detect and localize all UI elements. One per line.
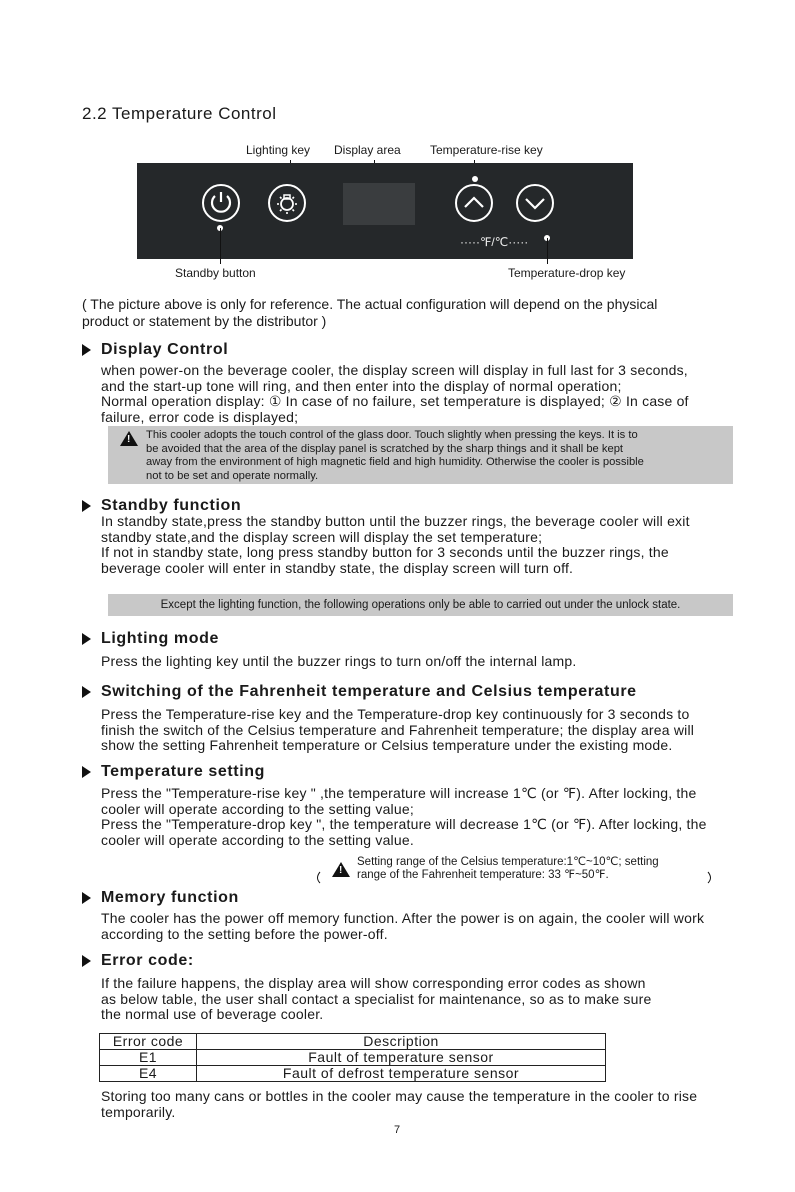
table-cell: E1 — [100, 1050, 197, 1066]
bullet-triangle-icon — [82, 892, 91, 904]
table-header-row — [100, 1034, 606, 1050]
memory-text: The cooler has the power off memory function. After the power is on again, the cooler will work according to the setting before the power-off. — [101, 910, 705, 942]
bullet-triangle-icon — [82, 686, 91, 698]
temp-drop-key-label: Temperature-drop key — [508, 266, 626, 280]
standby-heading: Standby function — [101, 497, 242, 514]
bullet-triangle-icon — [82, 766, 91, 778]
error-code-table — [99, 1033, 606, 1082]
warning-icon: ! — [332, 862, 350, 877]
unlock-note-box: Except the lighting function, the following operations only be able to carried out under the unlock state. — [108, 594, 733, 616]
display-area — [343, 183, 415, 225]
temp-setting-heading: Temperature setting — [101, 763, 266, 780]
lighting-heading: Lighting mode — [101, 630, 220, 647]
standby-button-label: Standby button — [175, 266, 256, 280]
bullet-triangle-icon — [82, 344, 91, 356]
touch-warning-box: ! This cooler adopts the touch control of the glass door. Touch slightly when pressing the keys. It is to be avoided that the area of the display panel is scratched by the sharp things and it shall be kept away from the environment of high magnetic field and high humidity. Otherwise the cooler is possible not to be set and operate normally. — [108, 426, 733, 484]
error-text: If the failure happens, the display area will show corresponding error codes as shown as below table, the user shall contact a specialist for maintenance, so as to make sure the normal use of beverage cooler. — [101, 975, 652, 1023]
switching-heading: Switching of the Fahrenheit temperature and Celsius temperature — [101, 683, 637, 700]
table-header: Error code — [100, 1034, 197, 1050]
error-footer-text: Storing too many cans or bottles in the cooler may cause the temperature in the cooler to rise temporarily. — [101, 1088, 698, 1120]
lightbulb-icon — [270, 186, 304, 220]
control-panel-image — [137, 163, 633, 259]
unit-indicator: ·····℉/℃····· — [460, 235, 529, 249]
temp-rise-key — [455, 184, 493, 222]
table-cell: E4 — [100, 1066, 197, 1082]
standby-key — [202, 184, 240, 222]
page-number: 7 — [394, 1124, 401, 1136]
table-row — [100, 1050, 606, 1066]
warning-icon: ! — [120, 431, 138, 446]
table-row — [100, 1066, 606, 1082]
display-control-heading: Display Control — [101, 341, 229, 358]
temp-setting-text: Press the "Temperature-rise key " ,the temperature will increase 1℃ (or ℉). After locking, the cooler will operate according to the setting value; Press the "Temperature-drop key ", the temperature will decrease 1℃ (or ℉). After locking, the cooler will operate according to the setting value. — [101, 785, 707, 848]
display-area-label: Display area — [334, 143, 401, 157]
standby-text: In standby state,press the standby button until the buzzer rings, the beverage cooler will exit standby state,and the display screen will display the set temperature; If not in standby state, long press standby button for 3 seconds until the buzzer rings, the beverage cooler will enter in standby state, the display screen will turn off. — [101, 513, 690, 576]
leader-line — [220, 228, 221, 264]
display-control-text: when power-on the beverage cooler, the display screen will display in full last for 3 seconds, and the start-up tone will ring, and then enter into the display of normal operation; Normal operation display: ① In case of no failure, set temperature is displayed; ② In case of failure, error code is displayed; — [101, 362, 689, 425]
leader-dot — [472, 176, 478, 182]
chevron-up-icon — [457, 186, 491, 220]
lighting-text: Press the lighting key until the buzzer rings to turn on/off the internal lamp. — [101, 653, 577, 669]
memory-heading: Memory function — [101, 889, 239, 906]
bullet-triangle-icon — [82, 955, 91, 967]
table-cell: Fault of temperature sensor — [197, 1050, 606, 1066]
chevron-down-icon — [518, 186, 552, 220]
section-title: 2.2 Temperature Control — [82, 104, 277, 123]
leader-line — [547, 238, 548, 264]
table-header: Description — [197, 1034, 606, 1050]
error-heading: Error code: — [101, 952, 194, 969]
bullet-triangle-icon — [82, 500, 91, 512]
lighting-key-label: Lighting key — [246, 143, 311, 157]
temp-rise-key-label: Temperature-rise key — [430, 143, 543, 157]
temp-drop-key — [516, 184, 554, 222]
switching-text: Press the Temperature-rise key and the Temperature-drop key continuously for 3 seconds to finish the switch of the Celsius temperature and Fahrenheit temperature; the display area will show the setting Fahrenheit temperature or Celsius temperature under the existing mode. — [101, 706, 695, 754]
range-note: ! Setting range of the Celsius temperature:1℃~10℃; setting range of the Fahrenheit temperature: 33 ℉~50℉. — [312, 856, 716, 884]
lighting-key — [268, 184, 306, 222]
bullet-triangle-icon — [82, 633, 91, 645]
power-icon — [204, 186, 238, 220]
table-cell: Fault of defrost temperature sensor — [197, 1066, 606, 1082]
reference-note: ( The picture above is only for reference. The actual configuration will depend on the physical product or statement by the distributor ) — [82, 296, 658, 329]
